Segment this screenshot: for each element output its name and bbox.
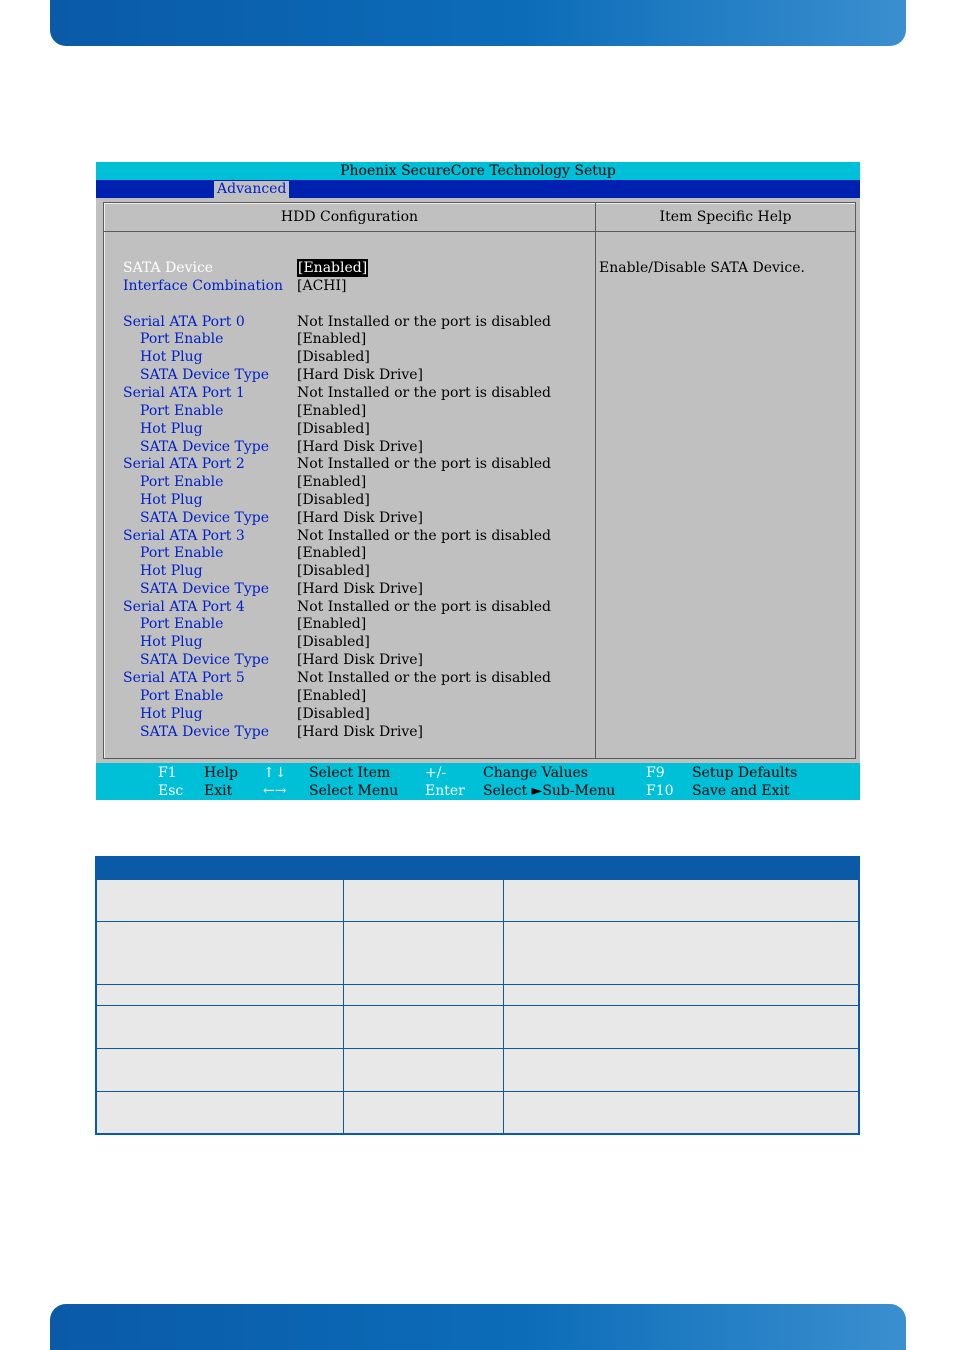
setting-label: Port Enable: [140, 403, 224, 419]
setting-label: Hot Plug: [140, 492, 203, 508]
setting-label: Serial ATA Port 3: [123, 528, 245, 544]
key-setup-defaults-label: Setup Defaults: [692, 765, 798, 781]
setting-label: Hot Plug: [140, 563, 203, 579]
table-row-divider: [97, 921, 858, 922]
setting-label: Hot Plug: [140, 421, 203, 437]
setting-row-port0: [104, 313, 594, 331]
setting-label: Hot Plug: [140, 634, 203, 650]
key-select-menu-label: Select Menu: [309, 783, 399, 799]
tab-advanced[interactable]: Advanced: [214, 181, 289, 198]
setting-row[interactable]: [104, 509, 594, 527]
setting-value[interactable]: [Hard Disk Drive]: [297, 367, 423, 383]
left-right-arrows-icon: ←→: [263, 783, 287, 799]
table-row-divider: [97, 1005, 858, 1006]
column-divider: [595, 203, 596, 758]
table-row-divider: [97, 984, 858, 985]
setting-row[interactable]: [104, 348, 594, 366]
header-divider: [104, 231, 855, 232]
key-save-exit-label: Save and Exit: [692, 783, 790, 799]
setting-label: SATA Device Type: [140, 367, 270, 383]
setting-value: Not Installed or the port is disabled: [297, 599, 551, 615]
setting-value[interactable]: [Hard Disk Drive]: [297, 724, 423, 740]
setting-value[interactable]: [Disabled]: [297, 349, 370, 365]
key-select-item-label: Select Item: [309, 765, 391, 781]
setting-row[interactable]: [104, 491, 594, 509]
setting-value[interactable]: [Hard Disk Drive]: [297, 581, 423, 597]
setting-row-port2: [104, 455, 594, 473]
setting-label: Port Enable: [140, 474, 224, 490]
setting-value: Not Installed or the port is disabled: [297, 314, 551, 330]
setting-label: SATA Device Type: [140, 652, 270, 668]
setting-value[interactable]: [Enabled]: [297, 688, 367, 704]
setting-label: Serial ATA Port 2: [123, 456, 245, 472]
setting-label: Port Enable: [140, 616, 224, 632]
settings-description-table: [95, 856, 860, 1135]
key-select-submenu-label: Select ►Sub-Menu: [483, 783, 616, 799]
setting-row[interactable]: [104, 615, 594, 633]
setting-label: Port Enable: [140, 545, 224, 561]
setting-row-port3: [104, 527, 594, 545]
setting-row[interactable]: [104, 402, 594, 420]
setting-value[interactable]: [Enabled]: [297, 474, 367, 490]
setting-value: Not Installed or the port is disabled: [297, 456, 551, 472]
footer-band: [50, 1304, 906, 1350]
setting-value[interactable]: [Disabled]: [297, 706, 370, 722]
table-column-divider: [503, 858, 504, 1133]
setting-label: Serial ATA Port 4: [123, 599, 245, 615]
setting-value[interactable]: [Disabled]: [297, 634, 370, 650]
setting-label: SATA Device Type: [140, 439, 270, 455]
table-row-divider: [97, 1048, 858, 1049]
setting-label: Interface Combination: [123, 278, 284, 294]
setting-value[interactable]: [Disabled]: [297, 421, 370, 437]
key-f10: F10: [646, 783, 674, 799]
setting-label: Serial ATA Port 5: [123, 670, 245, 686]
setting-label: SATA Device Type: [140, 510, 270, 526]
setting-value[interactable]: [Hard Disk Drive]: [297, 652, 423, 668]
setting-row[interactable]: [104, 330, 594, 348]
bios-menubar: [96, 180, 860, 198]
setting-value[interactable]: [Enabled]: [297, 331, 367, 347]
setting-label: Port Enable: [140, 331, 224, 347]
setting-label: Serial ATA Port 1: [123, 385, 245, 401]
setting-label: Serial ATA Port 0: [123, 314, 245, 330]
key-esc: Esc: [158, 783, 184, 799]
help-text: Enable/Disable SATA Device.: [599, 260, 805, 276]
setting-value: Not Installed or the port is disabled: [297, 528, 551, 544]
help-title: Item Specific Help: [659, 209, 792, 225]
setting-label: SATA Device Type: [140, 581, 270, 597]
key-f9: F9: [646, 765, 665, 781]
setting-value: Not Installed or the port is disabled: [297, 385, 551, 401]
setting-row[interactable]: [104, 580, 594, 598]
up-down-arrows-icon: ↑↓: [263, 765, 287, 781]
setting-label: Port Enable: [140, 688, 224, 704]
key-plus-minus: +/-: [425, 765, 447, 781]
bios-setup-screenshot: [96, 162, 860, 800]
setting-value[interactable]: [Disabled]: [297, 492, 370, 508]
bios-title: Phoenix SecureCore Technology Setup: [96, 162, 860, 180]
setting-row[interactable]: [104, 723, 594, 741]
setting-row[interactable]: [104, 562, 594, 580]
setting-row[interactable]: [104, 705, 594, 723]
key-help-label: Help: [204, 765, 238, 781]
setting-row-interface-combination[interactable]: [104, 277, 594, 295]
setting-value[interactable]: [Hard Disk Drive]: [297, 439, 423, 455]
setting-label: SATA Device Type: [140, 724, 270, 740]
key-f1: F1: [158, 765, 177, 781]
setting-row[interactable]: [104, 420, 594, 438]
setting-value[interactable]: [ACHI]: [297, 278, 347, 294]
key-enter: Enter: [425, 783, 465, 799]
setting-value[interactable]: [Enabled]: [297, 545, 367, 561]
setting-row-port4: [104, 598, 594, 616]
table-row-divider: [97, 1091, 858, 1092]
setting-value: Not Installed or the port is disabled: [297, 670, 551, 686]
setting-row-port1: [104, 384, 594, 402]
panel-title: HDD Configuration: [280, 209, 419, 225]
setting-row[interactable]: [104, 651, 594, 669]
setting-row[interactable]: [104, 366, 594, 384]
key-change-values-label: Change Values: [483, 765, 588, 781]
setting-row-sata-device[interactable]: [104, 259, 594, 277]
setting-label: Hot Plug: [140, 349, 203, 365]
setting-row[interactable]: [104, 633, 594, 651]
key-legend-bar: [96, 763, 860, 800]
setting-row[interactable]: [104, 438, 594, 456]
header-band: [50, 0, 906, 46]
setting-value[interactable]: [Disabled]: [297, 563, 370, 579]
setting-value[interactable]: [Enabled]: [297, 616, 367, 632]
setting-value[interactable]: [Hard Disk Drive]: [297, 510, 423, 526]
setting-row[interactable]: [104, 473, 594, 491]
setting-value[interactable]: [Enabled]: [298, 260, 368, 276]
hdd-config-panel: [103, 202, 856, 759]
setting-row[interactable]: [104, 687, 594, 705]
table-header: [97, 858, 858, 880]
setting-row[interactable]: [104, 544, 594, 562]
table-column-divider: [343, 858, 344, 1133]
setting-label: Hot Plug: [140, 706, 203, 722]
setting-row-port5: [104, 669, 594, 687]
setting-value[interactable]: [Enabled]: [297, 403, 367, 419]
key-exit-label: Exit: [204, 783, 233, 799]
setting-label: SATA Device: [123, 260, 214, 276]
